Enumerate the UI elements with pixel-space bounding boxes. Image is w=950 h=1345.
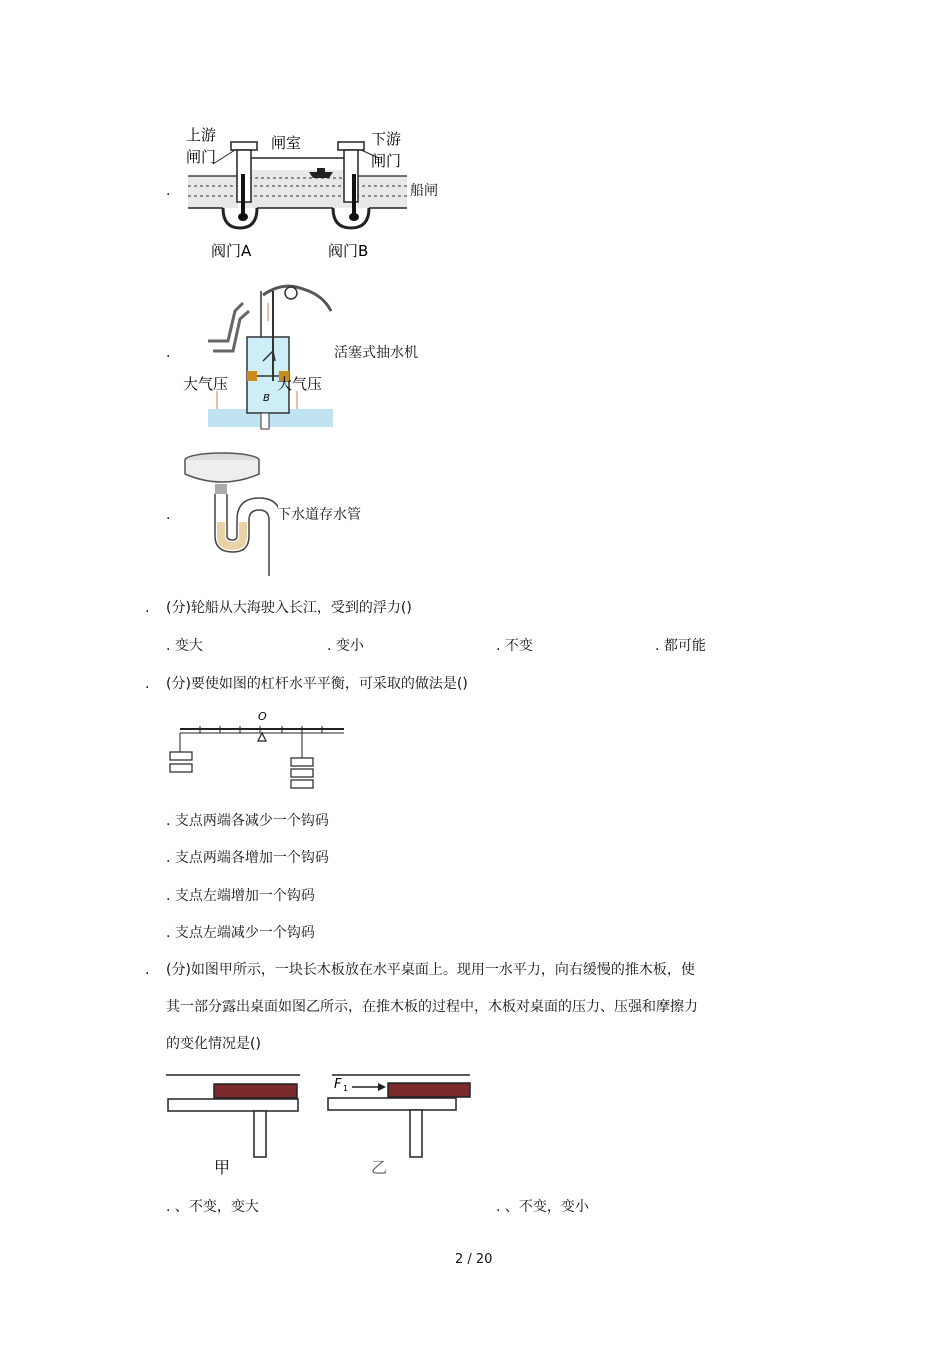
label-valve-a: 阀门A	[211, 242, 252, 260]
label-jia: 甲	[214, 1158, 231, 1177]
label-force-subscript: 1	[343, 1084, 349, 1093]
question-stem-line: 的变化情况是()	[166, 1036, 261, 1052]
item-dot: .	[145, 676, 150, 692]
option: . 变大	[166, 638, 203, 654]
item-dot: .	[145, 962, 150, 978]
label-chamber: 闸室	[271, 134, 302, 152]
question-stem: (分)要使如图的杠杆水平平衡，可采取的做法是()	[166, 676, 468, 692]
option-text: 、不变，变小	[504, 1199, 589, 1215]
option: . 都可能	[655, 638, 706, 654]
option-text: 支点两端各增加一个钩码	[174, 850, 329, 866]
option-text: 、不变，变大	[174, 1199, 259, 1215]
option: . 支点左端减少一个钩码	[166, 925, 315, 941]
option: . 、不变，变小	[496, 1199, 589, 1215]
label-upstream: 上游	[186, 126, 217, 144]
lever-diagram	[166, 708, 346, 796]
piston-pump-diagram	[183, 281, 333, 433]
question-stem-line: 其一部分露出桌面如图乙所示，在推木板的过程中，木板对桌面的压力、压强和摩擦力	[166, 999, 698, 1015]
option-text: 支点两端各减少一个钩码	[174, 813, 329, 829]
item-dot: .	[166, 183, 171, 199]
label-downstream-gate: 闸门	[371, 152, 402, 170]
label-pressure-right: 大气压	[277, 375, 323, 393]
option: . 、不变，变大	[166, 1199, 259, 1215]
item-dot: .	[166, 507, 171, 523]
option-text: 变小	[335, 638, 364, 654]
label-pressure-left: 大气压	[183, 375, 229, 393]
question-stem-line: (分)如图甲所示，一块长木板放在水平桌面上。现用一水平力，向右缓慢的推木板，使	[166, 962, 695, 978]
option: . 支点两端各增加一个钩码	[166, 850, 329, 866]
question-stem: (分)轮船从大海驶入长江，受到的浮力()	[166, 600, 412, 616]
figure-caption: 船闸	[410, 183, 438, 199]
option-text: 支点左端减少一个钩码	[174, 925, 315, 941]
option-text: 变大	[174, 638, 203, 654]
page-number: 2 / 20	[455, 1252, 493, 1267]
label-downstream: 下游	[371, 130, 402, 148]
option-text: 不变	[504, 638, 533, 654]
ship-lock-diagram	[183, 124, 409, 266]
figure-caption: 活塞式抽水机	[334, 345, 418, 361]
item-dot: .	[166, 345, 171, 361]
board-push-diagram	[166, 1070, 472, 1180]
option: . 支点左端增加一个钩码	[166, 888, 315, 904]
option: . 不变	[496, 638, 533, 654]
drain-trap-diagram	[183, 450, 278, 578]
option-text: 支点左端增加一个钩码	[174, 888, 315, 904]
label-force: F	[334, 1077, 342, 1092]
label-fulcrum: O	[258, 710, 267, 723]
option-text: 都可能	[663, 638, 706, 654]
option: . 变小	[327, 638, 364, 654]
label-yi: 乙	[371, 1158, 388, 1177]
figure-caption: 下水道存水管	[277, 507, 361, 523]
item-dot: .	[145, 600, 150, 616]
label-valve-b: 阀门B	[328, 242, 369, 260]
option: . 支点两端各减少一个钩码	[166, 813, 329, 829]
label-b: B	[263, 393, 270, 404]
label-upstream-gate: 闸门	[186, 148, 217, 166]
